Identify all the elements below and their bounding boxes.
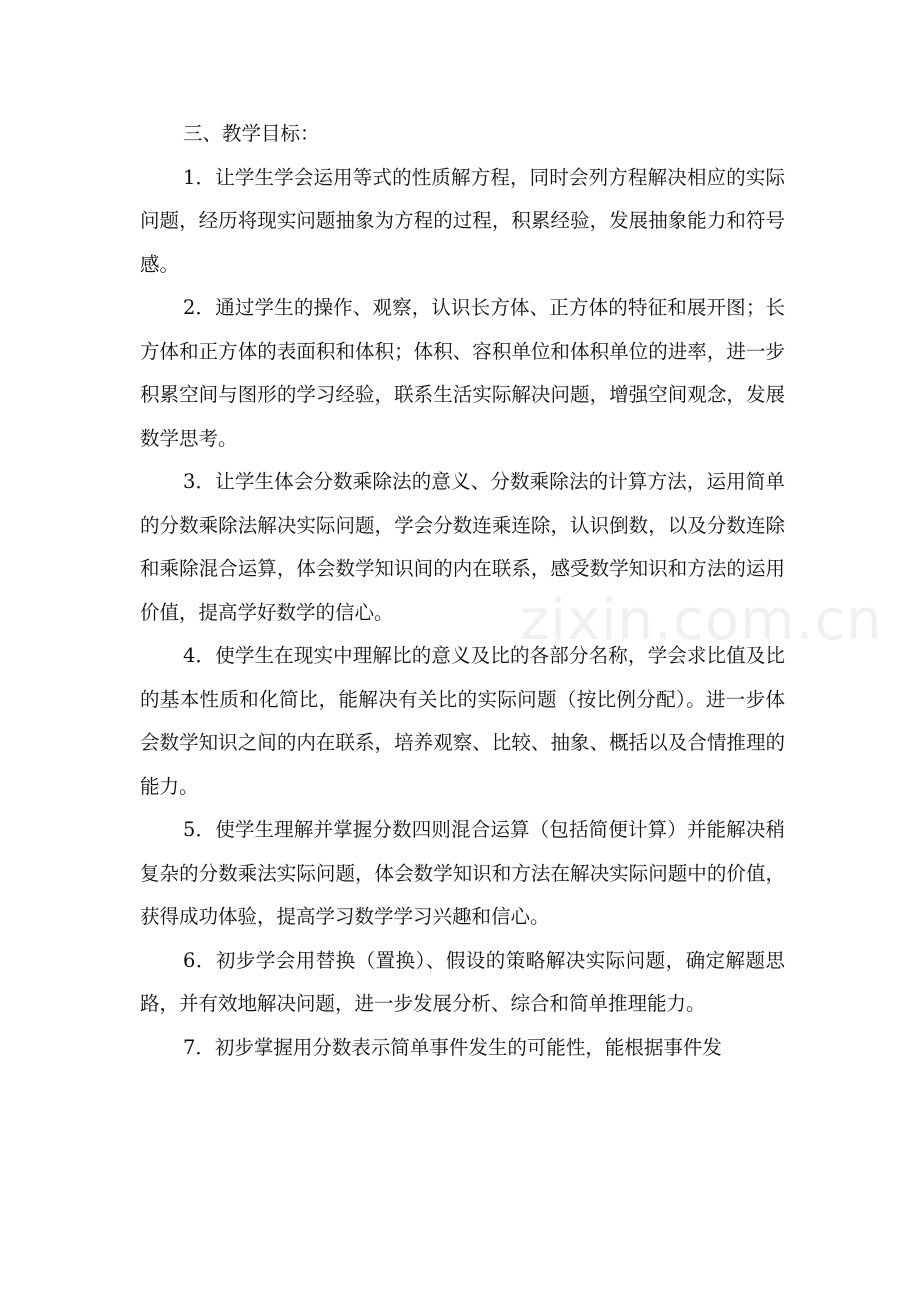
- watermark: zixin.com.cn: [520, 588, 883, 653]
- objective-paragraph-4: 4．使学生在现实中理解比的意义及比的各部分名称，学会求比值及比的基本性质和化简比，能解决有关比的实际问题（按比例分配）。进一步体会数学知识之间的内在联系，培养观察、比较、抽象、概括以及合情推理的能力。: [140, 644, 785, 798]
- objective-paragraph-2: 2．通过学生的操作、观察，认识长方体、正方体的特征和展开图；长方体和正方体的表面积和体积；体积、容积单位和体积单位的进率，进一步积累空间与图形的学习经验，联系生活实际解决问题，增强空间观念，发展数学思考。: [140, 296, 785, 450]
- objective-paragraph-6: 6．初步学会用替换（置换）、假设的策略解决实际问题，确定解题思路，并有效地解决问题，进一步发展分析、综合和简单推理能力。: [140, 948, 785, 1015]
- objective-paragraph-1: 1．让学生学会运用等式的性质解方程，同时会列方程解决相应的实际问题，经历将现实问题抽象为方程的过程，积累经验，发展抽象能力和符号感。: [140, 165, 785, 276]
- document-body: [140, 112, 785, 1069]
- objective-paragraph-7: 7．初步掌握用分数表示简单事件发生的可能性，能根据事件发: [183, 1035, 722, 1059]
- objective-paragraph-3: 3．让学生体会分数乘除法的意义、分数乘除法的计算方法，运用简单的分数乘除法解决实际问题，学会分数连乘连除，认识倒数，以及分数连除和乘除混合运算，体会数学知识间的内在联系，感受数学知识和方法的运用价值，提高学好数学的信心。: [140, 470, 785, 624]
- objective-paragraph-5: 5．使学生理解并掌握分数四则混合运算（包括简便计算）并能解决稍复杂的分数乘法实际问题，体会数学知识和方法在解决实际问题中的价值，获得成功体验，提高学习数学学习兴趣和信心。: [140, 818, 785, 928]
- section-heading: 三、教学目标：: [183, 122, 320, 145]
